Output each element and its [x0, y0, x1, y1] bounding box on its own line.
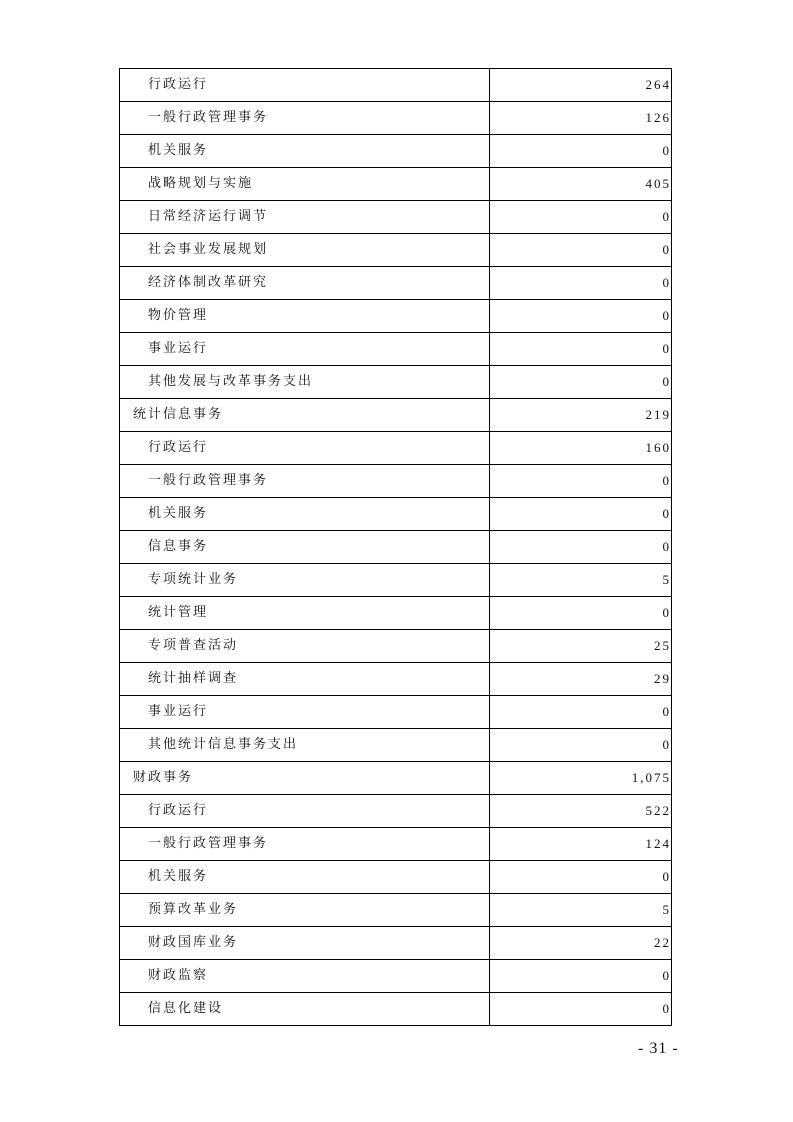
item-value-cell: 0	[490, 729, 672, 762]
item-value-cell: 0	[490, 300, 672, 333]
item-value-cell: 0	[490, 960, 672, 993]
item-name-cell: 财政事务	[120, 762, 490, 795]
table-row	[120, 762, 672, 795]
item-name-cell: 行政运行	[120, 795, 490, 828]
item-name-cell: 预算改革业务	[120, 894, 490, 927]
item-value-cell: 264	[490, 69, 672, 102]
item-name-cell: 一般行政管理事务	[120, 828, 490, 861]
item-name-cell: 财政国库业务	[120, 927, 490, 960]
item-name-cell: 事业运行	[120, 696, 490, 729]
table-row	[120, 201, 672, 234]
table-row	[120, 300, 672, 333]
item-name-cell: 机关服务	[120, 861, 490, 894]
table-row	[120, 993, 672, 1026]
item-value-cell: 124	[490, 828, 672, 861]
table-row	[120, 531, 672, 564]
table-row	[120, 729, 672, 762]
item-value-cell: 0	[490, 993, 672, 1026]
table-row	[120, 861, 672, 894]
item-value-cell: 219	[490, 399, 672, 432]
table-row	[120, 597, 672, 630]
table-row	[120, 234, 672, 267]
item-value-cell: 126	[490, 102, 672, 135]
item-value-cell: 0	[490, 135, 672, 168]
table-row	[120, 828, 672, 861]
item-name-cell: 经济体制改革研究	[120, 267, 490, 300]
item-value-cell: 405	[490, 168, 672, 201]
item-name-cell: 行政运行	[120, 432, 490, 465]
table-row	[120, 399, 672, 432]
table-row	[120, 630, 672, 663]
item-value-cell: 0	[490, 234, 672, 267]
item-name-cell: 行政运行	[120, 69, 490, 102]
table-row	[120, 333, 672, 366]
item-value-cell: 0	[490, 201, 672, 234]
expenditure-table-body	[120, 69, 672, 1026]
table-row	[120, 366, 672, 399]
item-name-cell: 专项普查活动	[120, 630, 490, 663]
item-name-cell: 事业运行	[120, 333, 490, 366]
item-value-cell: 160	[490, 432, 672, 465]
item-value-cell: 0	[490, 861, 672, 894]
item-value-cell: 0	[490, 531, 672, 564]
item-value-cell: 22	[490, 927, 672, 960]
table-row	[120, 267, 672, 300]
item-name-cell: 社会事业发展规划	[120, 234, 490, 267]
item-name-cell: 战略规划与实施	[120, 168, 490, 201]
item-name-cell: 专项统计业务	[120, 564, 490, 597]
item-value-cell: 0	[490, 267, 672, 300]
table-row	[120, 564, 672, 597]
item-name-cell: 物价管理	[120, 300, 490, 333]
item-value-cell: 0	[490, 465, 672, 498]
item-value-cell: 0	[490, 366, 672, 399]
item-name-cell: 统计抽样调查	[120, 663, 490, 696]
item-name-cell: 其他发展与改革事务支出	[120, 366, 490, 399]
item-value-cell: 5	[490, 894, 672, 927]
item-name-cell: 日常经济运行调节	[120, 201, 490, 234]
table-row	[120, 663, 672, 696]
item-name-cell: 统计信息事务	[120, 399, 490, 432]
item-name-cell: 信息事务	[120, 531, 490, 564]
item-value-cell: 522	[490, 795, 672, 828]
item-value-cell: 0	[490, 498, 672, 531]
table-row	[120, 894, 672, 927]
table-row	[120, 168, 672, 201]
item-name-cell: 信息化建设	[120, 993, 490, 1026]
item-name-cell: 机关服务	[120, 498, 490, 531]
table-row	[120, 960, 672, 993]
item-value-cell: 29	[490, 663, 672, 696]
item-name-cell: 一般行政管理事务	[120, 465, 490, 498]
item-value-cell: 25	[490, 630, 672, 663]
table-row	[120, 69, 672, 102]
table-row	[120, 696, 672, 729]
table-row	[120, 465, 672, 498]
table-row	[120, 927, 672, 960]
table-row	[120, 795, 672, 828]
item-name-cell: 财政监察	[120, 960, 490, 993]
item-value-cell: 5	[490, 564, 672, 597]
item-name-cell: 其他统计信息事务支出	[120, 729, 490, 762]
table-row	[120, 432, 672, 465]
table-row	[120, 102, 672, 135]
item-name-cell: 机关服务	[120, 135, 490, 168]
item-name-cell: 一般行政管理事务	[120, 102, 490, 135]
page-number: - 31 -	[638, 1040, 679, 1057]
table-row	[120, 498, 672, 531]
item-name-cell: 统计管理	[120, 597, 490, 630]
table-row	[120, 135, 672, 168]
item-value-cell: 1,075	[490, 762, 672, 795]
item-value-cell: 0	[490, 597, 672, 630]
item-value-cell: 0	[490, 696, 672, 729]
item-value-cell: 0	[490, 333, 672, 366]
expenditure-table	[119, 68, 672, 1026]
